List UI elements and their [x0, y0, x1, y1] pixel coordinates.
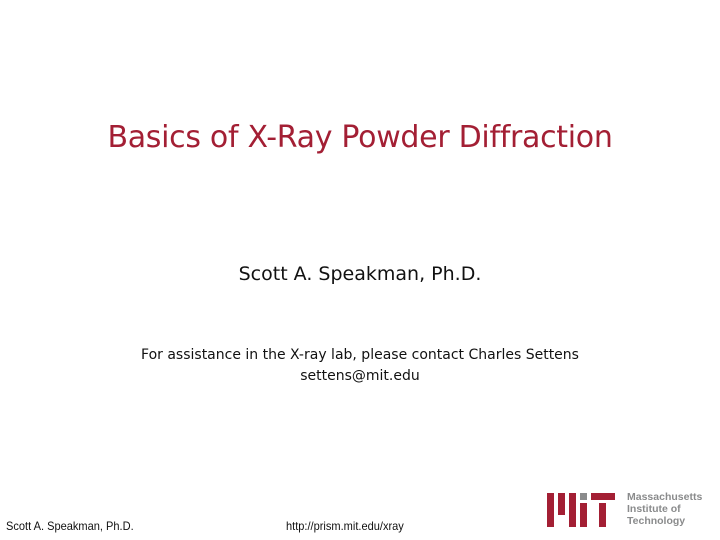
footer-url[interactable]: http://prism.mit.edu/xray: [286, 519, 404, 533]
mit-logo-wordmark: [627, 491, 702, 527]
mit-logo-mark-icon: [545, 489, 625, 535]
logo-line: Technology: [627, 515, 686, 527]
contact-line: For assistance in the X-ray lab, please contact Charles Settens: [141, 347, 579, 363]
logo-line: Institute of: [627, 503, 681, 515]
author-name: Scott A. Speakman, Ph.D.: [238, 263, 482, 285]
logo-line: Massachusetts: [627, 491, 703, 503]
mit-logo: [545, 489, 715, 535]
contact-info: [0, 345, 720, 387]
footer-author: Scott A. Speakman, Ph.D.: [6, 519, 134, 533]
slide-title: Basics of X-Ray Powder Diffraction: [107, 120, 613, 155]
contact-email[interactable]: settens@mit.edu: [300, 368, 420, 384]
